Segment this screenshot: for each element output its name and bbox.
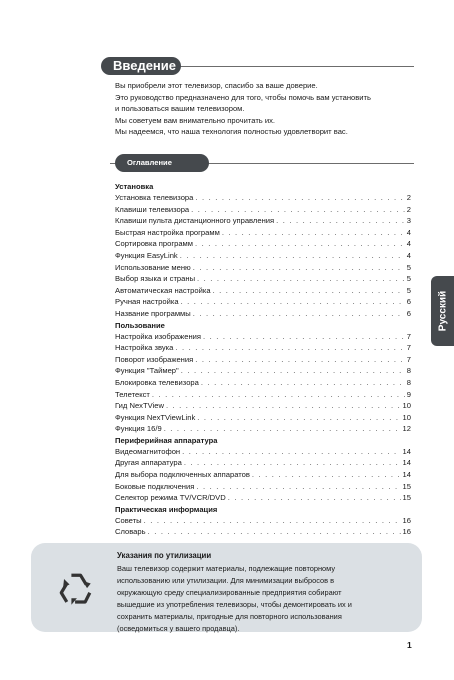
- toc-entry-leader: [195, 192, 404, 204]
- recycling-line: сохранить материалы, пригодные для повторного использования: [117, 612, 342, 621]
- toc-entry-page: 4: [406, 239, 411, 249]
- toc-entry: [115, 331, 411, 343]
- toc-entry: [115, 262, 411, 274]
- toc-entry-label: Использование меню: [115, 262, 191, 272]
- toc-entry: [115, 526, 411, 538]
- toc-entry: [115, 238, 411, 250]
- toc-entry-page: 2: [406, 193, 411, 202]
- toc-entry-leader: [222, 227, 405, 239]
- toc-entry-leader: [191, 204, 405, 216]
- toc-entry-label: Боковые подключения: [115, 481, 195, 491]
- recycling-line: (осведомиться у вашего продавца).: [117, 624, 240, 633]
- toc-entry: [115, 412, 411, 424]
- toc-entry: [115, 273, 411, 285]
- toc-entry-page: 15: [402, 481, 411, 491]
- toc-entry-label: Функция EasyLink: [115, 250, 178, 260]
- toc-entry-leader: [182, 446, 400, 458]
- toc-entry-page: 5: [406, 285, 411, 295]
- toc-entry-page: 2: [406, 204, 411, 214]
- toc-entry: [115, 515, 411, 527]
- toc-entry-page: 7: [406, 343, 411, 353]
- toc-entry-leader: [196, 481, 400, 493]
- toc-entry-leader: [181, 296, 405, 308]
- intro-line: Мы надеемся, что наша технология полностью удовлетворит вас.: [115, 127, 348, 137]
- toc-entry: [115, 365, 411, 377]
- toc-entry: [115, 457, 411, 469]
- toc-entry-page: 15: [402, 493, 411, 503]
- toc-entry-leader: [201, 377, 405, 389]
- toc-entry-label: Автоматическая настройка: [115, 285, 211, 295]
- toc-section-heading: Пользование: [115, 320, 165, 330]
- toc-entry-page: 7: [406, 354, 411, 364]
- toc-entry-page: 16: [402, 515, 411, 525]
- table-of-contents: [115, 181, 411, 538]
- toc-entry-leader: [148, 526, 401, 538]
- intro-heading: Введение: [101, 57, 181, 75]
- toc-entry: [115, 469, 411, 481]
- page-number: 1: [407, 640, 412, 650]
- toc-entry: [115, 227, 411, 239]
- toc-entry-page: 5: [406, 262, 411, 272]
- intro-line: и пользоваться вашим телевизором.: [115, 104, 245, 114]
- toc-entry-leader: [144, 515, 401, 527]
- recycle-icon: [53, 567, 99, 613]
- toc-entry: [115, 446, 411, 458]
- toc-section-heading: Установка: [115, 182, 154, 191]
- toc-entry-label: Быстрая настройка программ: [115, 227, 220, 237]
- intro-line: Мы советуем вам внимательно прочитать их.: [115, 115, 276, 125]
- toc-entry-page: 14: [402, 446, 411, 456]
- toc-entry-page: 10: [402, 401, 411, 411]
- toc-entry: [115, 481, 411, 493]
- toc-entry-page: 6: [406, 308, 411, 318]
- toc-entry-page: 4: [406, 250, 411, 260]
- toc-entry: [115, 215, 411, 227]
- toc-entry-leader: [197, 273, 405, 285]
- toc-entry-page: 5: [406, 274, 411, 284]
- toc-entry: [115, 308, 411, 320]
- toc-entry-page: 10: [402, 412, 411, 422]
- toc-entry: [115, 250, 411, 262]
- toc-entry-label: Клавиши пульта дистанционного управления: [115, 216, 275, 226]
- intro-line: Это руководство предназначено для того, чтобы помочь вам установить: [115, 92, 371, 102]
- toc-entry-page: 9: [406, 389, 411, 399]
- toc-entry: [115, 492, 411, 504]
- toc-entry-page: 3: [406, 216, 411, 226]
- toc-entry-label: Клавиши телевизора: [115, 204, 190, 214]
- toc-entry: [115, 204, 411, 216]
- toc-entry-label: Советы: [115, 515, 142, 525]
- toc-entry-leader: [197, 412, 400, 424]
- toc-entry-leader: [195, 354, 405, 366]
- toc-entry-leader: [213, 285, 405, 297]
- toc-entry-leader: [252, 469, 401, 481]
- intro-text: [115, 80, 420, 138]
- toc-entry: [115, 192, 411, 204]
- toc-entry-leader: [193, 308, 405, 320]
- recycling-line: вышедшие из употребления телевизоры, чтобы демонтировать их и: [117, 600, 352, 609]
- toc-section-heading: Периферийная аппаратура: [115, 435, 218, 445]
- toc-entry: [115, 342, 411, 354]
- toc-entry-page: 8: [406, 377, 411, 387]
- toc-entry-page: 16: [402, 527, 411, 537]
- toc-entry-label: Видеомагнитофон: [115, 446, 181, 456]
- toc-entry-leader: [195, 238, 405, 250]
- toc-entry: [115, 377, 411, 389]
- toc-entry-label: Функция 16/9: [115, 424, 162, 434]
- recycling-notice: [31, 543, 422, 632]
- toc-entry-label: Название программы: [115, 308, 191, 318]
- toc-entry-leader: [152, 389, 405, 401]
- toc-entry-label: Выбор языка и страны: [115, 274, 196, 284]
- toc-entry-leader: [175, 342, 404, 354]
- toc-entry: [115, 400, 411, 412]
- toc-entry-label: Поворот изображения: [115, 354, 194, 364]
- toc-entry-label: Словарь: [115, 527, 146, 537]
- toc-entry-label: Другая аппаратура: [115, 458, 182, 468]
- toc-entry-label: Селектор режима TV/VCR/DVD: [115, 493, 226, 503]
- recycling-line: использованию или утилизации. Для минимизации выбросов в: [117, 576, 335, 585]
- recycling-title: Указания по утилизации: [117, 551, 212, 560]
- toc-entry-leader: [181, 365, 405, 377]
- toc-entry-page: 4: [406, 227, 411, 237]
- toc-entry-label: Настройка изображения: [115, 331, 202, 341]
- toc-entry-page: 14: [402, 470, 411, 480]
- recycling-text: [117, 563, 417, 635]
- toc-entry-leader: [184, 457, 401, 469]
- toc-heading: Оглавление: [115, 154, 209, 172]
- toc-entry-label: Телетекст: [115, 389, 150, 399]
- toc-entry-label: Функция NexTViewLink: [115, 412, 196, 422]
- toc-entry-label: Сортировка программ: [115, 239, 194, 249]
- toc-entry-leader: [276, 215, 405, 227]
- toc-entry-label: Настройка звука: [115, 343, 174, 353]
- toc-entry-leader: [228, 492, 401, 504]
- recycling-line: Ваш телевизор содержит материалы, подлежащие повторному: [117, 564, 336, 573]
- toc-entry-leader: [166, 400, 401, 412]
- toc-entry: [115, 423, 411, 435]
- toc-entry-leader: [164, 423, 401, 435]
- toc-entry-page: 6: [406, 297, 411, 307]
- intro-line: Вы приобрели этот телевизор, спасибо за ваше доверие.: [115, 81, 318, 90]
- toc-entry-label: Для выбора подключенных аппаратов: [115, 470, 250, 480]
- toc-entry: [115, 354, 411, 366]
- language-tab-label: Русский: [437, 290, 448, 332]
- toc-entry-page: 12: [402, 424, 411, 434]
- toc-entry-page: 8: [406, 366, 411, 376]
- toc-entry-label: Функция "Таймер": [115, 366, 179, 376]
- toc-entry-leader: [193, 262, 405, 274]
- toc-entry: [115, 285, 411, 297]
- toc-section-heading: Практическая информация: [115, 504, 218, 514]
- toc-entry: [115, 389, 411, 401]
- toc-entry-label: Гид NexTView: [115, 401, 164, 411]
- toc-entry-leader: [180, 250, 405, 262]
- toc-entry-page: 14: [402, 458, 411, 468]
- toc-entry: [115, 296, 411, 308]
- toc-entry-label: Блокировка телевизора: [115, 377, 199, 387]
- language-tab: [431, 276, 454, 346]
- toc-entry-leader: [203, 331, 405, 343]
- toc-entry-label: Установка телевизора: [115, 193, 194, 202]
- toc-entry-page: 7: [406, 331, 411, 341]
- recycling-line: окружающую среду специализированные предприятия собирают: [117, 588, 342, 597]
- toc-entry-label: Ручная настройка: [115, 297, 179, 307]
